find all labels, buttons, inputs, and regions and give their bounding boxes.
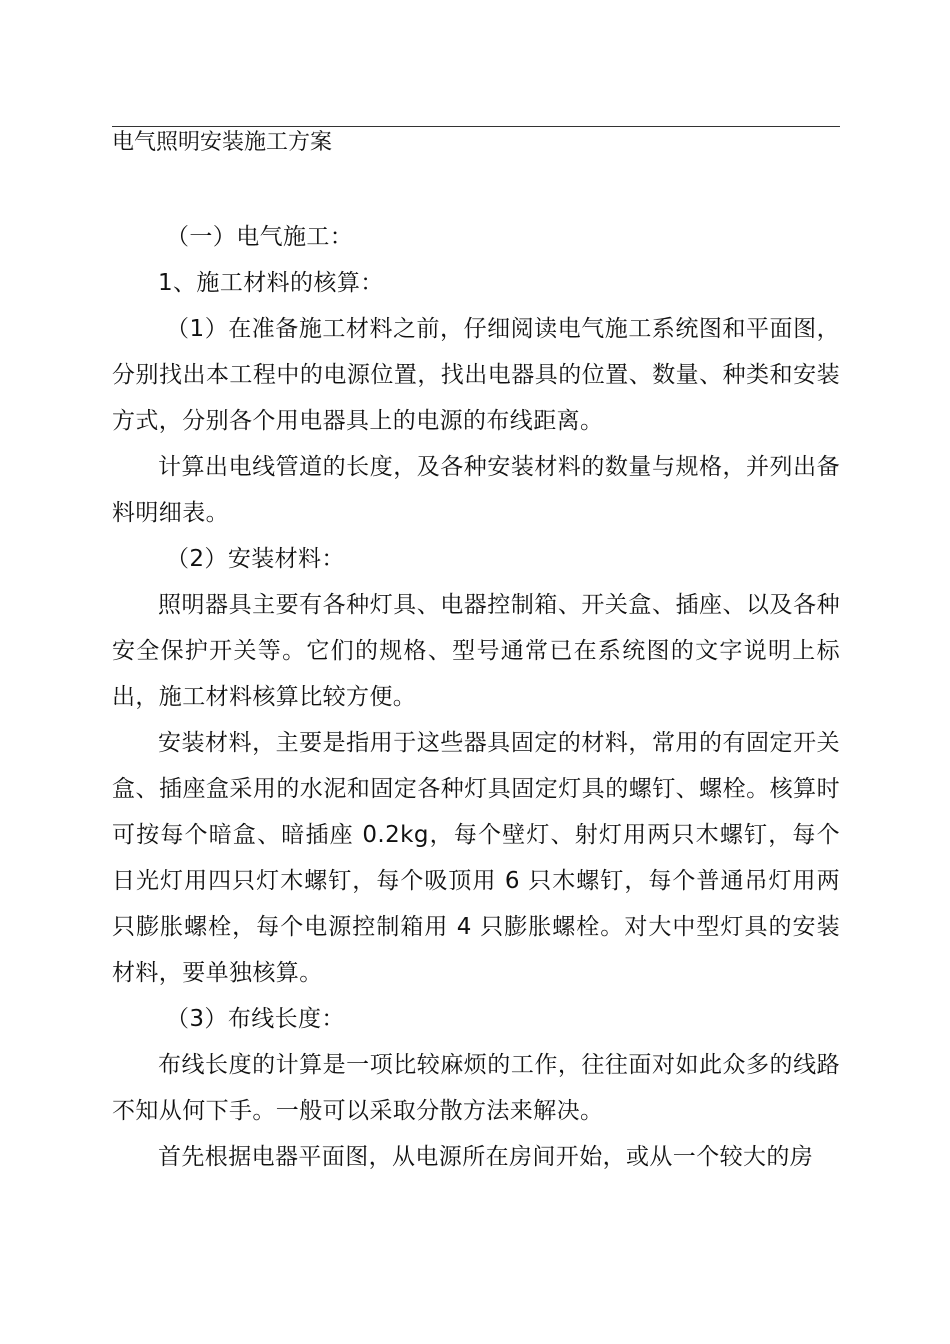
- section-heading-install-materials: （2）安装材料：: [166, 546, 345, 572]
- paragraph-prepare-materials: （1）在准备施工材料之前，仔细阅读电气施工系统图和平面图，分别找出本工程中的电源位置，找出电器具的位置、数量、种类和安装方式，分别各个用电器具上的电源的布线距离。: [112, 316, 840, 434]
- paragraph-wiring-calc: 布线长度的计算是一项比较麻烦的工作，往往面对如此众多的线路不知从何下手。一般可以采取分散方法来解决。: [112, 1052, 840, 1124]
- section-heading-electrical: （一）电气施工：: [166, 224, 354, 250]
- paragraph-lighting-fixtures: 照明器具主要有各种灯具、电器控制箱、开关盒、插座、以及各种安全保护开关等。它们的规格、型号通常已在系统图的文字说明上标出，施工材料核算比较方便。: [112, 592, 840, 710]
- paragraph-install-materials: 安装材料，主要是指用于这些器具固定的材料，常用的有固定开关盒、插座盒采用的水泥和固定各种灯具固定灯具的螺钉、螺栓。核算时可按每个暗盒、暗插座 0.2kg，每个壁灯、射灯用两只木螺钉，每个日光灯用四只灯木螺钉，每个吸顶用 6 只木螺钉，每个普通吊灯用两只膨胀螺栓，每个电源控制箱用 4 只膨胀螺栓。对大中型灯具的安装材料，要单独核算。: [112, 730, 840, 986]
- paragraph-conduit-length: 计算出电线管道的长度，及各种安装材料的数量与规格，并列出备料明细表。: [112, 454, 840, 526]
- document-title: 电气照明安装施工方案: [112, 130, 333, 155]
- document-body: [112, 214, 840, 1180]
- section-heading-material-calc: 1、施工材料的核算：: [158, 270, 384, 296]
- header-rule: [112, 126, 840, 127]
- paragraph-floor-plan: 首先根据电器平面图，从电源所在房间开始，或从一个较大的房: [158, 1144, 814, 1170]
- section-heading-wiring-length: （3）布线长度：: [166, 1006, 345, 1032]
